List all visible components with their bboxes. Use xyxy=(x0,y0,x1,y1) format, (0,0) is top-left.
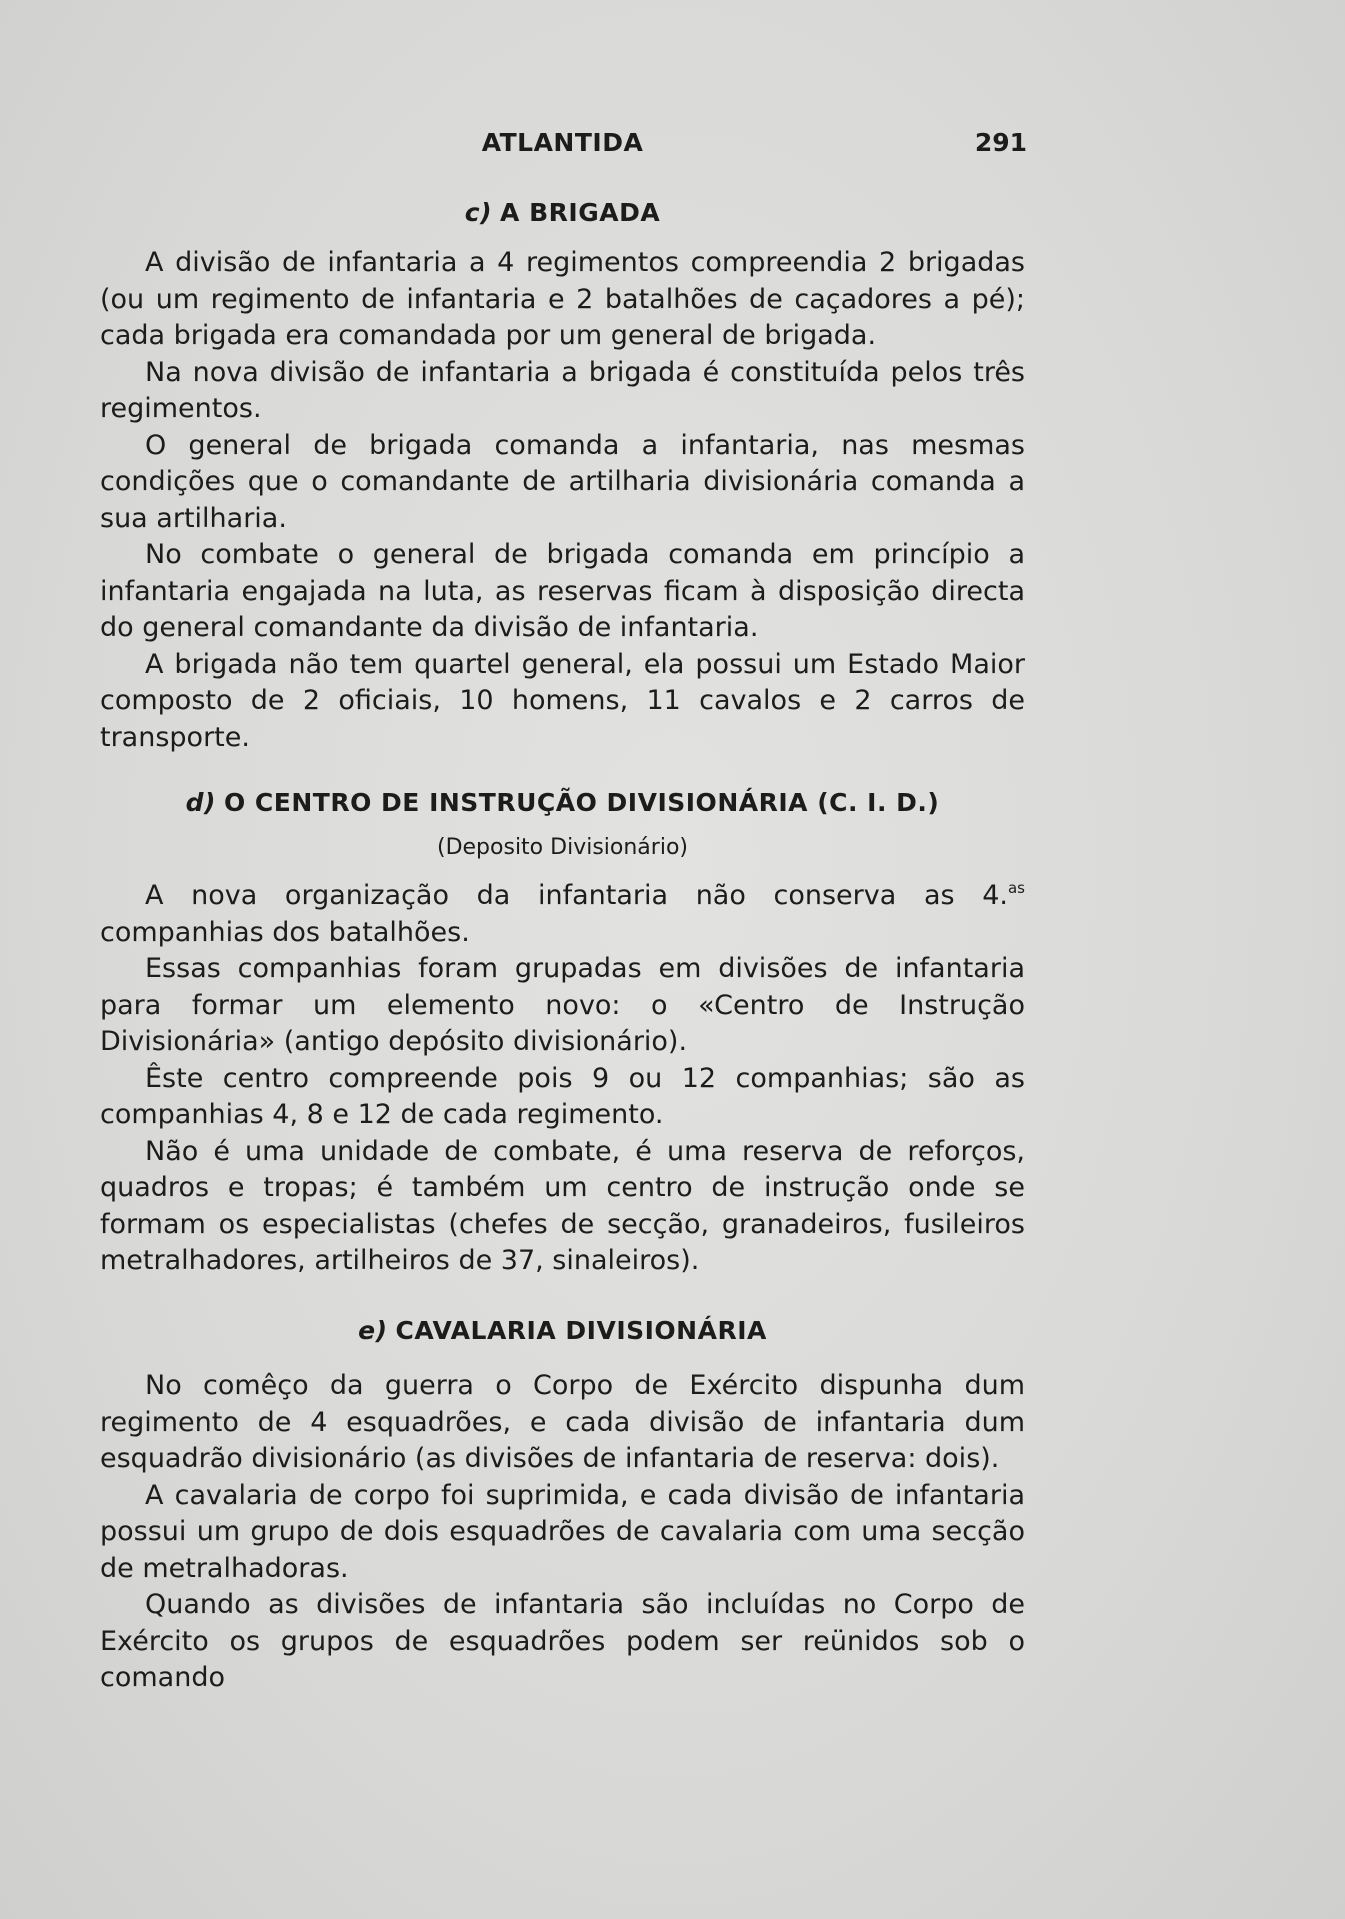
section-e-body xyxy=(100,1368,1025,1697)
section-c-heading xyxy=(100,198,1025,227)
ordinal-superscript: as xyxy=(1007,879,1025,897)
section-d-body xyxy=(100,878,1025,1280)
section-d-paragraph: Essas companhias foram grupadas em divisões de infantaria para formar um elemento novo: o «Centro de Instrução Divisionária» (antigo depósito divisionário). xyxy=(100,953,1025,1057)
section-e-title: CAVALARIA DIVISIONÁRIA xyxy=(395,1316,767,1345)
section-e-marker: e) xyxy=(358,1316,388,1345)
section-e-paragraph: No comêço da guerra o Corpo de Exército dispunha dum regimento de 4 esquadrões, e cada divisão de infantaria dum esquadrão divisionário (as divisões de infantaria de reserva: dois). xyxy=(100,1370,1025,1474)
paragraph-text: A nova organização da infantaria não conserva as 4. xyxy=(145,880,1008,911)
section-d-paragraph: Não é uma unidade de combate, é uma reserva de reforços, quadros e tropas; é também um centro de instrução onde se formam os especialistas (chefes de secção, granadeiros, fusileiros metralhadores, artilheiros de 37, sinaleiros). xyxy=(100,1135,1025,1276)
section-e-paragraph: Quando as divisões de infantaria são incluídas no Corpo de Exército os grupos de esquadrões podem ser reünidos sob o comando xyxy=(100,1589,1025,1693)
section-d-title: O CENTRO DE INSTRUÇÃO DIVISIONÁRIA (C. I. D.) xyxy=(223,788,940,817)
running-title: ATLANTIDA xyxy=(481,128,644,157)
section-c-title: A BRIGADA xyxy=(500,198,661,227)
section-e-paragraph: A cavalaria de corpo foi suprimida, e cada divisão de infantaria possui um grupo de dois esquadrões de cavalaria com uma secção de metralhadoras. xyxy=(100,1479,1025,1584)
section-c-paragraph: A brigada não tem quartel general, ela possui um Estado Maior composto de 2 oficiais, 10 homens, 11 cavalos e 2 carros de transporte. xyxy=(100,648,1025,753)
section-c-paragraph: O general de brigada comanda a infantaria, nas mesmas condições que o comandante de artilharia divisionária comanda a sua artilharia. xyxy=(100,429,1025,534)
section-e-heading xyxy=(100,1316,1025,1345)
paragraph-text: companhias dos batalhões. xyxy=(100,916,470,948)
section-d-marker: d) xyxy=(185,788,216,817)
section-d-paragraph xyxy=(100,878,1025,951)
page-number: 291 xyxy=(974,128,1027,157)
section-c-body xyxy=(100,245,1025,756)
section-d-subtitle: (Deposito Divisionário) xyxy=(437,835,688,860)
section-d-heading xyxy=(100,788,1025,817)
section-d-paragraph: Êste centro compreende pois 9 ou 12 companhias; são as companhias 4, 8 e 12 de cada regimento. xyxy=(100,1062,1025,1130)
running-header xyxy=(100,128,1025,162)
section-c-paragraph: A divisão de infantaria a 4 regimentos compreendia 2 brigadas (ou um regimento de infantaria e 2 batalhões de caçadores a pé); cada brigada era comandada por um general de brigada. xyxy=(100,247,1025,351)
section-c-paragraph: Na nova divisão de infantaria a brigada é constituída pelos três regimentos. xyxy=(100,356,1025,424)
section-c-marker: c) xyxy=(464,198,493,227)
section-c-paragraph: No combate o general de brigada comanda em princípio a infantaria engajada na luta, as reservas ficam à disposição directa do general comandante da divisão de infantaria. xyxy=(100,539,1025,643)
